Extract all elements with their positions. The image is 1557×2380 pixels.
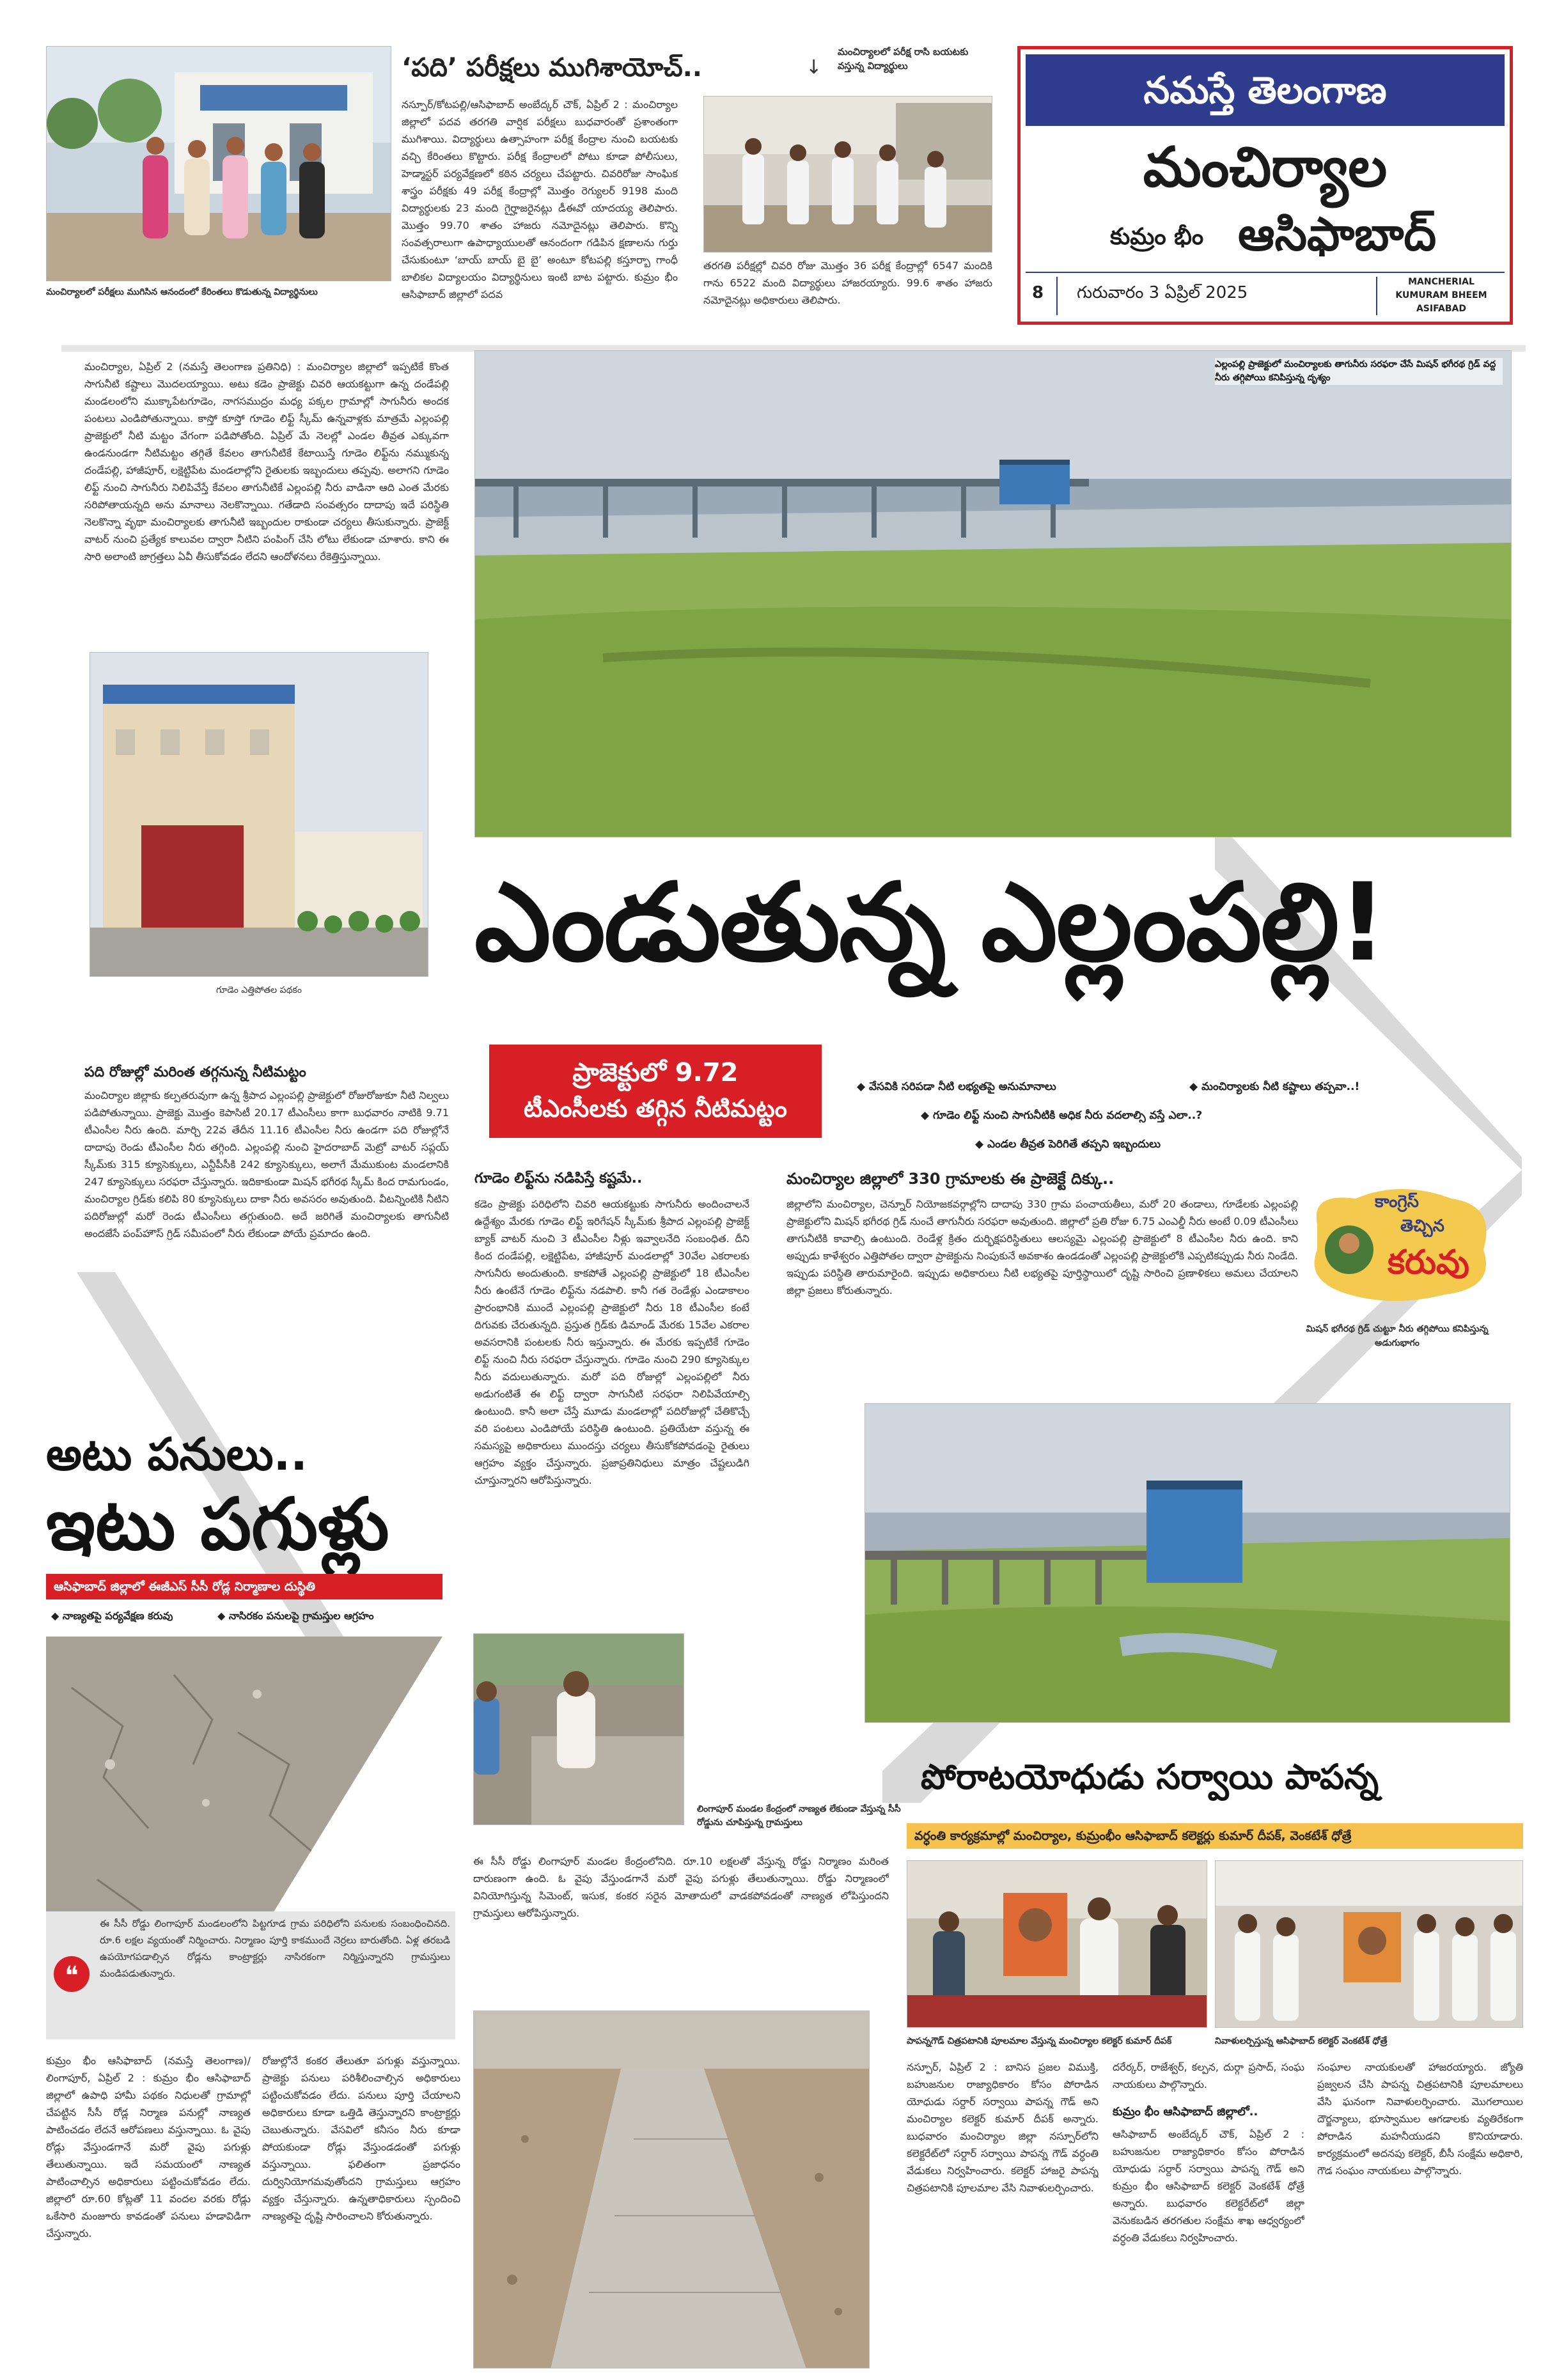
- sarvai-col2b: ఆసిఫాబాద్ అంబేద్కర్ చౌక్, ఏప్రిల్ 2 : బహుజనుల రాజ్యాధికారం కోసం పోరాడిన యోధుడు సర్దార్ సర్వాయి పాపన్న గౌడ్ అని కుమ్రం భీం ఆసిఫాబాద్ కలెక్టర్ వెంకటేశ్ ధోత్రే అన్నారు. బుధవారం కలెక్టరేట్‌లో జిల్లా వెనుకబడిన తరగతుల సంక్షేమ శాఖ ఆధ్వర్యంలో వర్ధంతి వేడుకలు నిర్వహించారు.: [1113, 2128, 1304, 2244]
- bullet-heat: ◆ ఎండల తీవ్రత పెరిగితే తప్పని ఇబ్బందులు: [975, 1138, 1161, 1153]
- masthead-district-main: మంచిర్యాల: [1143, 136, 1388, 199]
- masthead-english-line2: KUMURAM BHEEM: [1395, 290, 1487, 300]
- gudem-lift-photo: [90, 652, 428, 977]
- masthead-brand: నమస్తే తెలంగాణ: [1143, 68, 1387, 112]
- masthead-district-sub-prefix: కుమ్రం భీం: [1110, 224, 1204, 250]
- road-mid-text: ఈ సీసీ రోడ్డు లింగాపూర్ మండల కేంద్రంలోనిది. రూ.10 లక్షలతో వేస్తున్న రోడ్డు నిర్మాణం మరింత దారుణంగా ఉంది. ఓ వైపు వేస్తుండగానే మరో వైపు పగుళ్లు తేలుతున్నాయి. రోడ్డు నిర్మాణంలో వినియోగిస్తున్న సిమెంట్, ఇసుక, కంకర సరైన మోతాదులో వాడకపోవడంతో నాణ్యత లోపిస్తుందని గ్రామస్తులు ఆరోపిస్తున్నారు.: [473, 1855, 889, 1919]
- sarvai-col2-sub: కుమ్రం భీం ఆసిఫాబాద్ జిల్లాలో..: [1113, 2105, 1258, 2119]
- sarvai-caption-right: నివాళులర్పిస్తున్న ఆసిఫాబాద్ కలెక్టర్ వెంకటేశ్ ధోత్రే: [1215, 2036, 1388, 2046]
- sub1-body: మంచిర్యాల జిల్లాకు కల్పతరువుగా ఉన్న శ్రీపాద ఎల్లంపల్లి ప్రాజెక్టులో రోజురోజుకూ నీటి నిల్వలు పడిపోతున్నాయి. ప్రాజెక్టు మొత్తం కెపాసిటీ 20.17 టీఎంసీలు కాగా బుధవారం నాటికి 9.71 టీఎంసీల నీరు ఉంది. మార్చి 22వ తేదీన 11.16 టీఎంసీల నీరు ఉండగా పది రోజుల్లోనే దాదాపు రెండు టీఎంసీల నీరు తగ్గింది. ఎల్లంపల్లి నుంచి హైదరాబాద్ మెట్రో వాటర్ సప్లయ్ స్కీమ్‌కు 315 క్యూసెక్కులు, ఎన్టీపీసీకి 242 క్యూసెక్కులు, అలాగే మేముకుంట మండలానికి 247 క్యూసెక్కులు సరఫరా చేస్తున్నారు. ఇదికాకుండా మిషన్ భగీరథ స్కీమ్ కింద రామగుండం, మంచిర్యాల గ్రిడ్‌కు కలిపి 80 క్యూసెక్కులు దాకా నీరు అవసరం అవుతుంది. వీటన్నింటికి నీటిని పదిరోజుల్లో మరో రెండు టీఎంసీలు తగ్గుతుంది. అదే జరిగితే మంచిర్యాలకు తాగునీటి అందజేసే పంప్‌హౌస్ గ్రిడ్ సమీపంలో నీరు లేకుండా పోయే ప్రమాదం ఉంది.: [84, 1089, 449, 1240]
- badge-line1: కాంగ్రెస్: [1375, 1192, 1419, 1211]
- students-photo-caption: మంచిర్యాలలో పరీక్షలు ముగిసిన ఆనందంలో కేరింతలు కొడుతున్న విద్యార్థినులు: [46, 287, 318, 297]
- badge-line2: తెచ్చిన: [1400, 1217, 1444, 1236]
- masthead-box: [1017, 46, 1513, 325]
- quote-icon: ❝: [54, 1956, 90, 1992]
- students-celebration-photo: [46, 46, 391, 281]
- road-red-strip: ఆసిఫాబాద్ జిల్లాలో ఈజీఎస్ సీసీ రోడ్ల నిర్మాణాల దుస్థితి: [46, 1574, 442, 1599]
- red-box-line1: ప్రాజెక్టులో 9.72: [572, 1058, 739, 1087]
- ssc-body-left: నస్పూర్/కోటపల్లి/ఆసిఫాబాద్ అంబేద్కర్ చౌక్, ఏప్రిల్ 2 : మంచిర్యాల జిల్లాలో పదవ తరగతి వార్షిక పరీక్షలు బుధవారంతో ప్రశాంతంగా ముగిశాయి. విద్యార్థులు ఉత్సాహంగా పరీక్ష కేంద్రాల నుంచి బయటకు వచ్చి కేరింతలు కొట్టారు. పరీక్ష కేంద్రాలలో పోటు కూడా పోలీసులు, హెడ్మాస్టర్ పర్యవేక్షణలో కఠిన చర్యలు చేపట్టారు. చివరిరోజు సాంఘిక శాస్త్రం పరీక్షకు 49 పరీక్ష కేంద్రాల్లో మొత్తం రెగ్యులర్ 9198 మంది విద్యార్థులకు 23 మంది గైర్హాజరైనట్లు డీఈవో యాదయ్య తెలిపారు. మొత్తం 99.70 శాతం హాజరు నమోదైనట్లు తెలిపారు. కొన్ని సంవత్సరాలుగా ఉపాధ్యాయులతో ఆనందంగా గడిపిన క్షణాలను గుర్తు చేసుకుంటూ ‘బాయ్ బాయ్ బై బై’ అంటూ కోటపల్లి కస్తూర్బా గాంధీ బాలికల విద్యాలయం విద్యార్థినులు ఇంటి బాట పట్టారు. కుమ్రం భీం ఆసిఫాబాద్ జిల్లాలో పదవ: [402, 98, 678, 300]
- bullet-mancherial-water: ◆ మంచిర్యాలకు నీటి కష్టాలు తప్పవా..!: [1189, 1080, 1359, 1096]
- masthead-english-line1: MANCHERIAL: [1408, 277, 1475, 287]
- villagers-photo: [473, 1633, 684, 1825]
- col2-title: గూడెం లిఫ్ట్‌ను నడిపిస్తే కష్టమే..: [474, 1171, 643, 1186]
- col2-body: కడెం ప్రాజెక్టు పరిధిలోని చివరి ఆయకట్టుకు సాగునీరు అందించాలనే ఉద్దేశ్యం మేరకు గూడెం లిఫ్ట్ ఇరిగేషన్ స్కీమ్‌కు శ్రీపాద ఎల్లంపల్లి ప్రాజెక్ట్ బ్యాక్ వాటర్ నుంచి 3 టీఎంసీల నీళ్లు ఇవ్వాలనేది సంబంధిత. దీని కింద దండేపల్లి, లక్షెట్టిపేట, హాజీపూర్ మండలాల్లో 30వేల ఎకరాలకు సాగునీరు అందుతుంది. కాకపోతే ఎల్లంపల్లి ప్రాజెక్టులో 18 టీఎంసీల నీరు ఉంటేనే గూడెం లిఫ్ట్‌ను నడపాలి. కానీ గత రెండేళ్లు ఎండాకాలం ప్రారంభానికి ముందే ఎల్లంపల్లి ప్రాజెక్టులో నీరు 18 టీఎంసీల కంటే దిగువకు చేరుతున్నది. ప్రస్తుత గ్రిడ్‌కు డిమాండ్ మేరకు 15వేల ఎకరాల అవసరానికి పంటలకు నీరు ఇస్తున్నారు. ఈ మేరకు ఇప్పటికే గూడెం లిఫ్ట్ నుంచి నీరు సరఫరా చేస్తున్నారు. గూడెం నుంచి 290 క్యూసెక్కుల నీరు వదులుతున్నారు. మరో పది రోజుల్లో ఎల్లంపల్లిలో నీరు అడుగంటితే ఈ లిఫ్ట్ ద్వారా సాగునీటి సరఫరా నిలిపివేయాల్సి ఉంటుంది. కానీ అలా చేస్తే మూడు మండలాల్లో పదిరోజుల్లో చేతికొచ్చే వరి పంటలు ఎండిపోయే పరిస్థితి ఉంటుంది. ప్రతియేటా వస్తున్న ఈ సమస్యపై అధికారులు ముందస్తు చర్యలు తీసుకోకపోవడంపై రైతులు ఆగ్రహం వ్యక్తం చేస్తున్నారు. ప్రజాప్రతినిధులు మాత్రం చేష్టలుడిగి చూస్తున్నారని ఆరోపిస్తున్నారు.: [474, 1198, 749, 1486]
- masthead-brand-band: [1026, 54, 1505, 126]
- road-quote: ఈ సీసీ రోడ్డు లింగాపూర్ మండలంలోని పిట్టగూడ గ్రామ పరిధిలోని పనులకు సంబంధించినది. రూ.6 లక్షల వ్యయంతో నిర్మించారు. నిర్మాణం పూర్తి కాకముందే నెర్రలు బారుతోంది. ఏళ్ల తరబడి ఉపయోగపడాల్సిన రోడ్లను కాంట్రాక్టర్లు నాసిరకంగా నిర్మిస్తున్నారని గ్రామస్తులు మండిపడుతున్నారు.: [100, 1918, 450, 1979]
- mancherial-collector-photo: [907, 1860, 1207, 2028]
- badge-line3: కరువు: [1388, 1243, 1469, 1282]
- congress-drought-badge: [1304, 1179, 1496, 1307]
- road-headline-line2: ఇటు పగుళ్లు: [46, 1483, 389, 1566]
- sub1-title: పది రోజుల్లో మరింత తగ్గనున్న నీటిమట్టం: [84, 1064, 306, 1080]
- sarvai-col2: దరేర్కర్, రాజేశ్వర్, కల్పన, దుర్గా ప్రసాద్, సంఘ నాయకులు పాల్గొన్నారు.: [1113, 2061, 1304, 2090]
- sarvai-headline: పోరాటయోధుడు సర్వాయి పాపన్న: [921, 1757, 1379, 1797]
- villagers-photo-caption: లింగాపూర్ మండల కేంద్రంలో నాణ్యత లేకుండా వేస్తున్న సీసీ రోడ్డును చూపిస్తున్న గ్రామస్తులు: [697, 1804, 901, 1828]
- lift-photo-caption: గూడెం ఎత్తిపోతల పథకం: [216, 985, 302, 995]
- road-bullet-quality: ◆ నాణ్యతపై పర్యవేక్షణ కరువు: [51, 1610, 173, 1624]
- sarvai-col3: సంఘాల నాయకులతో హాజరయ్యారు. జ్యోతి ప్రజ్వలన చేసి పాపన్న చిత్రపటానికి పూలమాలలు వేసి ఘనంగా నివాళులర్పించారు. మొగలాయిల దౌర్జన్యాలు, భూస్వాముల ఆగడాలకు వ్యతిరేకంగా పోరాడిన మహనీయుడని కొనియాడారు. కార్యక్రమంలో అదనపు కలెక్టర్, బీసీ సంక్షేమ అధికారి, గౌడ సంఘం నాయకులు పాల్గొన్నారు.: [1317, 2061, 1523, 2177]
- main-headline: ఎండుతున్న ఎల్లంపల్లి!: [474, 860, 1386, 985]
- red-highlight-box: [489, 1045, 822, 1138]
- masthead-date: గురువారం 3 ఏప్రిల్ 2025: [1077, 283, 1248, 302]
- badge-caption: మిషన్ భగీరథ గ్రిడ్ చుట్టూ నీరు తగ్గిపోయి కనిపిస్తున్న అడుగుభాగం: [1306, 1324, 1489, 1348]
- ssc-body-right: తరగతి పరీక్షల్లో చివరి రోజు మొత్తం 36 పరీక్ష కేంద్రాల్లో 6547 మందికి గాను 6522 మంది విద్యార్థులు హాజరయ్యారు. 99.6 శాతం హాజరు నమోదైనట్లు అధికారులు తెలిపారు.: [703, 260, 992, 306]
- masthead-english: [1384, 276, 1499, 316]
- page-number: 8: [1032, 283, 1044, 302]
- sarvai-subhead: వర్ధంతి కార్యక్రమాల్లో మంచిర్యాల, కుమ్రంభీం ఆసిఫాబాద్ కలెక్టర్లు కుమార్ దీపక్, వెంకటేశ్ ధోత్రే: [907, 1823, 1523, 1849]
- bullet-water-doubt: ◆ వేసవికి సరిపడా నీటి లభ్యతపై అనుమానాలు: [857, 1080, 1056, 1096]
- masthead-english-line3: ASIFABAD: [1416, 304, 1467, 314]
- sarvai-col1: నస్పూర్, ఏప్రిల్ 2 : బానిస ప్రజల విముక్తి, బహుజనుల రాజ్యాధికారం కోసం పోరాడిన యోధుడు సర్దార్ సర్వాయి పాపన్న గౌడ్ అని మంచిర్యాల కలెక్టర్ కుమార్ దీపక్ అన్నారు. బుధవారం మంచిర్యాల జిల్లా నస్పూర్‌లోని కలెక్టరేట్‌లో సర్దార్ సర్వాయి పాపన్న గౌడ్ వర్ధంతి వేడుకలు నిర్వహించారు. కలెక్టర్ హాజరై పాపన్న చిత్రపటానికి పూలమాల వేసి నివాళులర్పించారు.: [907, 2061, 1099, 2194]
- masthead-district-sub: ఆసిఫాబాద్: [1238, 207, 1437, 261]
- road-headline-line1: అటు పనులు..: [46, 1428, 308, 1481]
- bhagiratha-grid-photo: [865, 1403, 1510, 1723]
- students-exit-photo: [703, 96, 992, 253]
- bullet-gudem-lift: ◆ గూడెం లిఫ్ట్ నుంచి సాగునీటికి అధిక నీరు వదలాల్సి వస్తే ఎలా..?: [921, 1109, 1202, 1124]
- col3-body-narrow: [786, 1394, 860, 1726]
- red-box-line2: టీఎంసీలకు తగ్గిన నీటిమట్టం: [524, 1094, 787, 1123]
- masthead-info-band: [1026, 272, 1505, 319]
- ssc-headline: ‘పది’ పరీక్షలు ముగిశాయోచ్..: [402, 53, 702, 82]
- main-intro-text: మంచిర్యాల, ఏప్రిల్ 2 (నమస్తే తెలంగాణ ప్రతినిధి) : మంచిర్యాల జిల్లాలో ఇప్పటికే కొంత సాగునీటి కష్టాలు మొదలయ్యాయి. అటు కడెం ప్రాజెక్టు చివరి ఆయకట్టుగా ఉన్న దండేపల్లి మండలంలోని ముక్కాపేటగూడెం, నాగసముద్రం మధ్య పక్కల గ్రామాల్లో సాగునీరు అందక పంటలు ఎండిపోతున్నాయి. కాస్తో కూస్తో గూడెం లిఫ్ట్ స్కీమ్ ఉన్నవాళ్లకు మాత్రమే ఎల్లంపల్లి ప్రాజెక్టులో నీటి మట్టం వేగంగా పడిపోతోంది. ఏప్రిల్ మే నెలల్లో ఎండల తీవ్రత ఎక్కువగా ఉండనుండగా నీటిమట్టం తగ్గితే కేవలం తాగునీటికే కేటాయిస్తే గూడెం లిఫ్ట్‌ను నమ్ముకున్న దండేపల్లి, హాజీపూర్, లక్షెట్టిపేట మండలాల్లోని రైతులకు ఇబ్బందులు తప్పవు. అలాగని గూడెం లిఫ్ట్ నుంచి సాగునీరు నిలిపివేస్తే కేవలం తాగునీటికే ఎల్లంపల్లి నీరు వాడినా ఆది ఎంత మేరకు సరిపోతాయన్నది అను మానాలు నెలకొన్నాయి. గతేడాది సంవత్సరం దాదాపు ఇదే పరిస్థితి నెలకొన్నా వృథా మంచిర్యాలకు తాగునీటి ఇబ్బందుల రాకుండా చర్యలు తీసుకున్నారు. ప్రాజెక్ట్ వాటర్ నుంచి ప్రత్యేక కాలువల ద్వారా నీటిని పంపింగ్ చేసి లోటు లేకుండా చూశారు. కాని ఈ సారి అలాంటి జాగ్రత్తలు ఏవీ తీసుకోవడం లేదని ఆందోళనలు రేకెత్తిస్తున్నాయి.: [84, 361, 449, 563]
- sarvai-caption-left: పాపన్నగౌడ్ చిత్రపటానికి పూలమాల వేస్తున్న మంచిర్యాల కలెక్టర్ కుమార్ దీపక్: [907, 2036, 1172, 2046]
- headline-arrow-icon: ↓: [806, 56, 822, 79]
- ssc-side-caption: మంచిర్యాలలో పరీక్ష రాసి బయటకు వస్తున్న విద్యార్థులు: [838, 46, 969, 72]
- col3-body-top: జిల్లాలోని మంచిర్యాల, చెన్నూర్ నియోజకవర్గాల్లోని దాదాపు 330 గ్రామ పంచాయతీలు, మరో 20 తండాలు, గూడేలకు ఎల్లంపల్లి ప్రాజెక్టులోని మిషన్ భగీరథ గ్రిడ్ నుంచే తాగునీరు సరఫరా అవుతుంది. జిల్లాలో ప్రతి రోజు 6.75 ఎంఎల్డీ నీరు అంటే 0.09 టీఎంసీలు తాగునీటికి కావాల్సి ఉంటుంది. రెండేళ్ల క్రితం దుర్భిక్షపరిస్థితులు ఆలస్యమై ఎల్లంపల్లి ప్రాజెక్టులో 8 టీఎంసీల నీరు ఉంది. కాని అప్పుడు కాళేశ్వరం ఎత్తిపోతల ద్వారా ప్రాజెక్టును నింపుకునే అవకాశం ఉండడంతో ఎల్లంపల్లి ప్రాజెక్టులోకి ఎప్పటికప్పుడు నీరు నిండేది. ఇప్పుడు పరిస్థితి తారుమారైంది. ఇప్పుడు అధికారులు నీటి లభ్యతపై పూర్తిస్థాయిలో దృష్టి సారించి ప్రణాళికలు అమలు చేయాలని జిల్లా ప్రజలు కోరుతున్నారు.: [786, 1198, 1298, 1296]
- road-bullet-anger: ◆ నాసిరకం పనులపై గ్రామస్తుల ఆగ్రహం: [217, 1610, 374, 1624]
- road-col2: రోజుల్లోనే కంకర తేలుతూ పగుళ్లు వస్తున్నాయి. ప్రాజెక్టు పనులు పరిశీలించాల్సిన అధికారులు పట్టించుకోవడం లేదు. పనులు పూర్తి చేయాలని అధికారులు కూడా ఒత్తిడి తెస్తున్నారని కాంట్రాక్టర్లు చెబుతున్నారు. వేసవిలో కనీసం నీరు కూడా పోయకుండా రోడ్లు వేస్తుండడంతో పగుళ్లు వస్తున్నాయి. ఫలితంగా ప్రజాధనం దుర్వినియోగమవుతోందని గ్రామస్తులు ఆగ్రహం వ్యక్తం చేస్తున్నారు. ఉన్నతాధికారులు స్పందించి నాణ్యతపై దృష్టి సారించాలని కోరుతున్నారు.: [262, 2055, 460, 2222]
- col3-title: మంచిర్యాల జిల్లాలో 330 గ్రామాలకు ఈ ప్రాజెక్టే దిక్కు..: [786, 1170, 1115, 1188]
- road-col1: కుమ్రం భీం ఆసిఫాబాద్ (నమస్తే తెలంగాణ)/లింగాపూర్, ఏప్రిల్ 2 : కుమ్రం భీం ఆసిఫాబాద్ జిల్లాలో ఉపాధి హామీ పథకం నిధులతో గ్రామాల్లో చేపట్టిన సీసీ రోడ్ల నిర్మాణ పనుల్లో నాణ్యత పాటించడం లేదనే ఆరోపణలు వస్తున్నాయి. ఓ వైపు రోడ్లు వేస్తుండగానే మరో వైపు పగుళ్లు తేలుతున్నాయి. ఇదే సమయంలో నాణ్యత పాటించాల్సిన అధికారులు పట్టించుకోవడం లేదు. జిల్లాలో రూ.60 కోట్లతో 11 వందల వరకు రోడ్లు ఒకేసారి మంజూరు కావడంతో పనులు హడావిడిగా చేస్తున్నారు.: [46, 2055, 251, 2239]
- quote-box: [46, 1911, 455, 2039]
- ellampalli-reservoir-photo: [474, 350, 1512, 837]
- asifabad-collector-photo: [1215, 1860, 1523, 2028]
- cc-road-photo: [473, 2011, 870, 2368]
- reservoir-photo-caption: ఎల్లంపల్లి ప్రాజెక్టులో మంచిర్యాలకు తాగునీరు సరఫరా చేసే మిషన్ భగీరథ గ్రిడ్ వద్ద నీరు తగ్గిపోయి కనిపిస్తున్న దృశ్యం: [1215, 358, 1503, 385]
